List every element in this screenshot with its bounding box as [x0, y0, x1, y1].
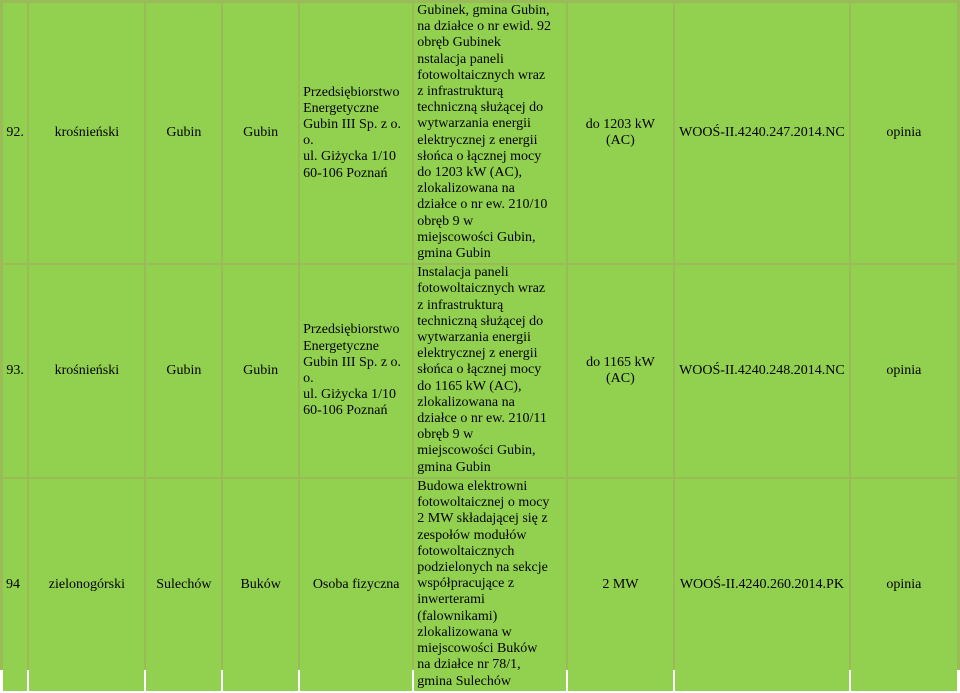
- reference-cell: WOOŚ-II.4240.248.2014.NC: [675, 265, 849, 477]
- description-line: obręb 9 w: [417, 213, 474, 229]
- power-cell: [568, 479, 673, 691]
- investor-line: ul. Giżycka 1/10: [303, 149, 396, 165]
- description-line: nstalacja paneli: [417, 51, 504, 67]
- description-line: Budowa elektrowni: [417, 479, 528, 495]
- gmina-cell: Gubin: [146, 265, 221, 477]
- investor-line: Przedsiębiorstwo: [303, 322, 400, 338]
- power-cell: [568, 3, 673, 263]
- description-line: fotowoltaicznych wraz: [417, 281, 546, 297]
- location-cell: Gubin: [223, 265, 298, 477]
- description-line: inwerterami: [417, 592, 485, 608]
- region-cell: krośnieński: [29, 3, 144, 263]
- description-line: zespołów modułów: [417, 527, 527, 543]
- power-line: do 1165 kW: [586, 354, 655, 370]
- table-row: [3, 3, 957, 263]
- description-line: Gubinek, gmina Gubin,: [417, 3, 550, 18]
- investor-line: Gubin III Sp. z o.: [303, 354, 402, 370]
- description-line: podzielonych na sekcje: [417, 560, 548, 576]
- description-cell: [414, 265, 566, 477]
- row-number: 94: [3, 479, 27, 691]
- power-line: (AC): [606, 133, 635, 149]
- description-line: działce o nr ew. 210/11: [417, 411, 547, 427]
- description-line: obręb Gubinek: [417, 35, 501, 51]
- region-cell: krośnieński: [29, 265, 144, 477]
- type-cell: opinia: [851, 3, 957, 263]
- description-cell: [414, 479, 566, 691]
- decisions-table: [1, 1, 959, 693]
- type-cell: opinia: [851, 479, 957, 691]
- investor-line: Energetyczne: [303, 100, 379, 116]
- description-line: wytwarzania energii: [417, 330, 531, 346]
- description-line: zlokalizowana na: [417, 181, 515, 197]
- description-line: Instalacja paneli: [417, 265, 509, 281]
- reference-cell: WOOŚ-II.4240.260.2014.PK: [675, 479, 849, 691]
- description-line: słońca o łącznej mocy: [417, 148, 542, 164]
- description-line: gmina Gubin: [417, 246, 491, 262]
- description-line: elektrycznej z energii: [417, 132, 538, 148]
- investor-cell: [300, 479, 412, 691]
- description-line: miejscowości Gubin,: [417, 443, 536, 459]
- description-line: z infrastrukturą: [417, 297, 504, 313]
- row-number: 93.: [3, 265, 27, 477]
- description-cell: [414, 3, 566, 263]
- description-line: fotowoltaicznych: [417, 543, 515, 559]
- power-line: do 1203 kW: [585, 116, 656, 132]
- description-line: z infrastrukturą: [417, 84, 504, 100]
- description-line: miejscowości Buków: [417, 641, 538, 657]
- description-line: zlokalizowana w: [417, 624, 512, 640]
- description-line: gmina Gubin: [417, 459, 491, 475]
- investor-line: 60-106 Poznań: [303, 403, 388, 419]
- investor-line: 60-106 Poznań: [303, 165, 388, 181]
- investor-line: Energetyczne: [303, 338, 379, 354]
- gmina-cell: Gubin: [146, 3, 221, 263]
- region-cell: zielonogórski: [29, 479, 144, 691]
- investor-line: o.: [303, 371, 314, 387]
- investor-line: o.: [303, 133, 314, 149]
- description-line: elektrycznej z energii: [417, 346, 538, 362]
- gmina-cell: Sulechów: [146, 479, 221, 691]
- description-line: wytwarzania energii: [417, 116, 531, 132]
- description-line: techniczną służącej do: [417, 100, 544, 116]
- description-line: obręb 9 w: [417, 427, 474, 443]
- investor-cell: [300, 3, 412, 263]
- investor-line: Osoba fizyczna: [312, 576, 400, 592]
- description-line: do 1203 kW (AC),: [417, 165, 522, 181]
- reference-cell: WOOŚ-II.4240.247.2014.NC: [675, 3, 849, 263]
- investor-line: Przedsiębiorstwo: [303, 84, 400, 100]
- description-line: miejscowości Gubin,: [417, 229, 536, 245]
- description-line: na działce nr 78/1,: [417, 657, 521, 673]
- description-line: gmina Sulechów: [417, 673, 511, 689]
- description-line: (falownikami): [417, 608, 498, 624]
- investor-line: ul. Giżycka 1/10: [303, 387, 396, 403]
- power-line: (AC): [606, 371, 635, 387]
- description-line: zlokalizowana na: [417, 394, 515, 410]
- investor-cell: [300, 265, 412, 477]
- type-cell: opinia: [851, 265, 957, 477]
- description-line: 2 MW składającej się z: [417, 511, 548, 527]
- description-line: techniczną służącej do: [417, 313, 544, 329]
- row-number: 92.: [3, 3, 27, 263]
- table-row: [3, 479, 957, 691]
- description-line: działce o nr ew. 210/10: [417, 197, 548, 213]
- power-cell: [568, 265, 673, 477]
- description-line: fotowoltaicznych wraz: [417, 67, 546, 83]
- table-row: [3, 265, 957, 477]
- description-line: fotowoltaicznej o mocy: [417, 495, 550, 511]
- investor-line: Gubin III Sp. z o.: [303, 116, 402, 132]
- description-line: współpracujące z: [417, 576, 515, 592]
- description-line: do 1165 kW (AC),: [417, 378, 522, 394]
- power-line: 2 MW: [602, 576, 639, 592]
- description-line: słońca o łącznej mocy: [417, 362, 542, 378]
- location-cell: Buków: [223, 479, 298, 691]
- location-cell: Gubin: [223, 3, 298, 263]
- description-line: na działce o nr ewid. 92: [417, 19, 551, 35]
